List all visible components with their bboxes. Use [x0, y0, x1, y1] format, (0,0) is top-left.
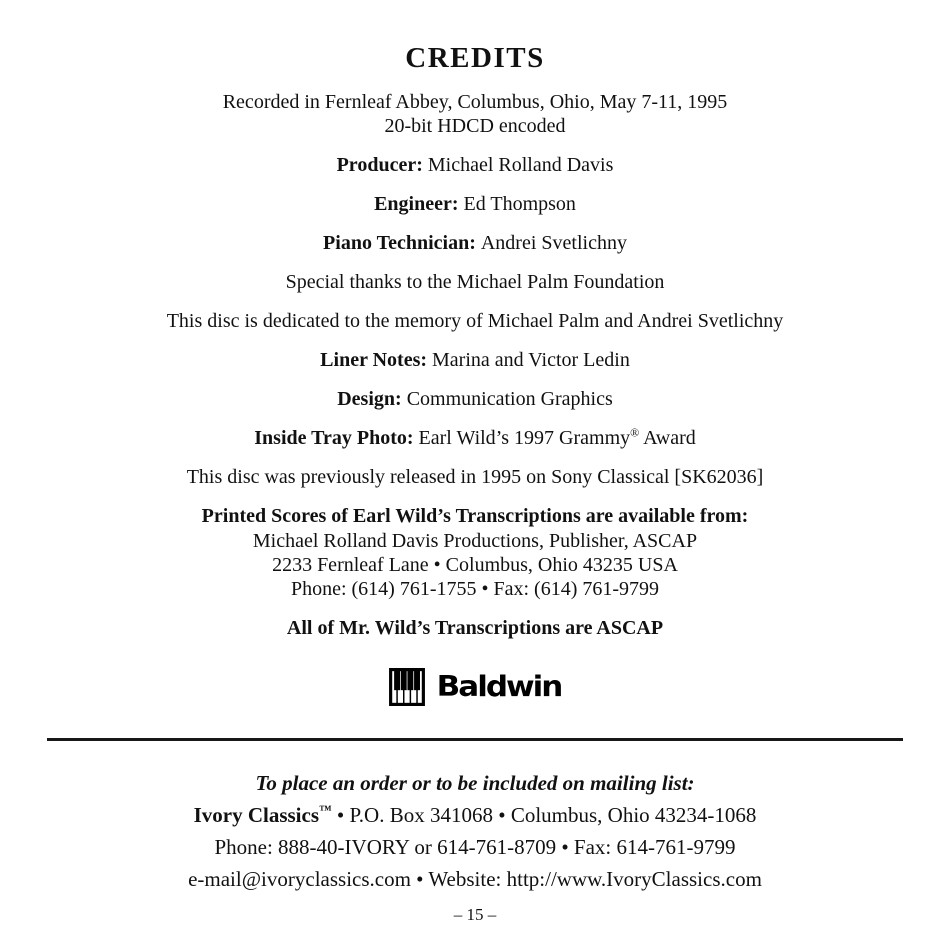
- printed-scores-block: [0, 504, 950, 601]
- credit-producer: [0, 153, 950, 178]
- printed-scores-heading: Printed Scores of Earl Wild’s Transcriptions are available from:: [201, 505, 749, 527]
- credit-label: Design:: [337, 388, 407, 410]
- credit-value: Ed Thompson: [463, 193, 576, 215]
- recording-location-line: Recorded in Fernleaf Abbey, Columbus, Ohio, May 7-11, 1995: [222, 91, 728, 113]
- credit-label: Liner Notes:: [320, 349, 433, 371]
- registered-mark: ®: [630, 425, 640, 440]
- ascap-note: All of Mr. Wild’s Transcriptions are ASCAP: [286, 617, 664, 639]
- piano-keys-icon: [389, 668, 425, 706]
- publisher-line: Michael Rolland Davis Productions, Publisher, ASCAP: [252, 530, 698, 552]
- previous-release-line: This disc was previously released in 1995 on Sony Classical [SK62036]: [186, 466, 764, 488]
- divider-rule: [47, 738, 903, 741]
- credit-value: Marina and Victor Ledin: [432, 349, 630, 371]
- page-number: – 15 –: [453, 905, 497, 924]
- label-brand: Ivory Classics: [193, 803, 319, 827]
- credit-value: Michael Rolland Davis: [427, 154, 614, 176]
- credit-engineer: [0, 192, 950, 217]
- recording-format-line: 20-bit HDCD encoded: [384, 115, 566, 137]
- credit-tray-photo: [0, 426, 950, 451]
- label-phone-line: Phone: 888-40-IVORY or 614-761-8709 • Fax: 614-761-9799: [214, 835, 736, 859]
- credit-value-tail: Award: [639, 427, 696, 449]
- credit-value: Communication Graphics: [406, 388, 613, 410]
- page-title: CREDITS: [405, 42, 545, 74]
- credit-piano-technician: [0, 231, 950, 256]
- credit-label: Piano Technician:: [323, 232, 481, 254]
- credit-label: Engineer:: [374, 193, 464, 215]
- credit-value: Earl Wild’s 1997 Grammy: [418, 427, 631, 449]
- trademark-symbol: ™: [319, 803, 332, 817]
- dedication-line: This disc is dedicated to the memory of Michael Palm and Andrei Svetlichny: [166, 310, 784, 332]
- order-intro-line: To place an order or to be included on mailing list:: [255, 771, 695, 795]
- credit-design: [0, 387, 950, 412]
- special-thanks-line: Special thanks to the Michael Palm Foundation: [285, 271, 665, 293]
- baldwin-logo: [0, 667, 950, 707]
- publisher-address-line: 2233 Fernleaf Lane • Columbus, Ohio 43235 USA: [272, 554, 678, 576]
- credit-liner-notes: [0, 348, 950, 373]
- label-address-line: [0, 803, 950, 828]
- publisher-phone-fax-line: Phone: (614) 761-1755 • Fax: (614) 761-9799: [290, 578, 660, 600]
- label-web-line: e-mail@ivoryclassics.com • Website: http://www.IvoryClassics.com: [188, 867, 762, 891]
- label-address-rest: • P.O. Box 341068 • Columbus, Ohio 43234-1068: [331, 803, 757, 827]
- credit-label: Inside Tray Photo:: [254, 427, 419, 449]
- credit-value: Andrei Svetlichny: [480, 232, 627, 254]
- baldwin-wordmark: Baldwin: [436, 670, 562, 704]
- credit-label: Producer:: [336, 154, 428, 176]
